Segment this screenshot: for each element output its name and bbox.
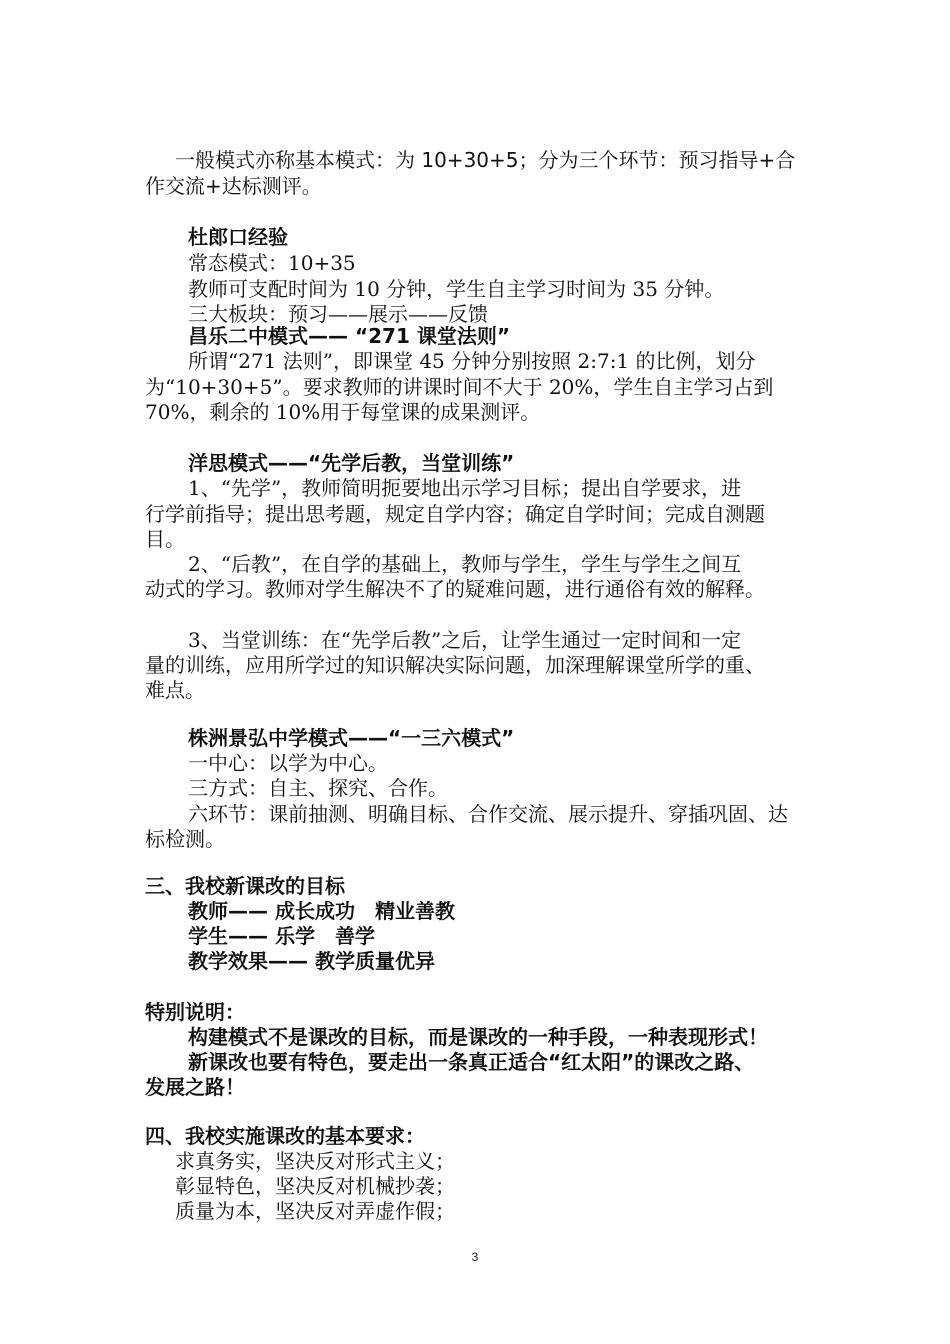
- text-line: 为“10+30+5”。要求教师的讲课时间不大于 20%，学生自主学习占到: [145, 375, 774, 399]
- text-line: 三大板块：预习——展示——反馈: [188, 302, 488, 326]
- section-heading: 洋思模式——“先学后教，当堂训练”: [188, 451, 515, 475]
- text-line: 三方式：自主、探究、合作。: [188, 776, 448, 800]
- text-line: 行学前指导；提出思考题，规定自学内容；确定自学时间；完成自测题: [145, 502, 765, 526]
- text-line: 1、“先学”，教师简明扼要地出示学习目标；提出自学要求，进: [188, 476, 742, 500]
- text-line: 70%，剩余的 10%用于每堂课的成果测评。: [145, 400, 541, 424]
- text-line: 教师可支配时间为 10 分钟，学生自主学习时间为 35 分钟。: [188, 277, 725, 301]
- text-line: 目。: [145, 527, 185, 551]
- text-line: 彰显特色，坚决反对机械抄袭；: [175, 1174, 455, 1198]
- text-line: 所谓“271 法则”，即课堂 45 分钟分别按照 2:7:1 的比例，划分: [188, 349, 756, 373]
- section-heading: 株洲景弘中学模式——“一三六模式”: [188, 726, 515, 750]
- text-line: 3、当堂训练：在“先学后教”之后，让学生通过一定时间和一定: [188, 628, 742, 652]
- text-line: 常态模式：10+35: [188, 251, 356, 275]
- goal-line: 教师—— 成长成功 精业善教: [188, 899, 455, 923]
- text-line: 六环节：课前抽测、明确目标、合作交流、展示提升、穿插巩固、达: [188, 802, 788, 826]
- text-line: 求真务实，坚决反对形式主义；: [175, 1149, 455, 1173]
- note-line: 构建模式不是课改的目标，而是课改的一种手段，一种表现形式！: [188, 1025, 768, 1049]
- text-line: 作交流+达标测评。: [145, 174, 322, 198]
- goal-line: 教学效果—— 教学质量优异: [188, 949, 435, 973]
- section-heading: 四、我校实施课改的基本要求：: [145, 1124, 425, 1148]
- text-line: 质量为本，坚决反对弄虚作假；: [175, 1199, 455, 1223]
- text-line: 一中心：以学为中心。: [188, 751, 388, 775]
- note-line: 发展之路！: [145, 1075, 245, 1099]
- note-line: 新课改也要有特色，要走出一条真正适合“红太阳”的课改之路、: [188, 1050, 755, 1074]
- section-heading: 昌乐二中模式—— “271 课堂法则”: [188, 324, 510, 348]
- page-number: 3: [471, 1250, 479, 1264]
- text-line: 动式的学习。教师对学生解决不了的疑难问题，进行通俗有效的解释。: [145, 577, 765, 601]
- goal-line: 学生—— 乐学 善学: [188, 924, 375, 948]
- section-heading: 杜郎口经验: [188, 225, 288, 249]
- section-heading: 三、我校新课改的目标: [145, 874, 345, 898]
- text-line: 量的训练，应用所学过的知识解决实际问题，加深理解课堂所学的重、: [145, 653, 765, 677]
- text-line: 2、“后教”，在自学的基础上，教师与学生，学生与学生之间互: [188, 552, 742, 576]
- text-line: 难点。: [145, 678, 205, 702]
- text-line: 一般模式亦称基本模式：为 10+30+5；分为三个环节：预习指导+合: [175, 148, 796, 172]
- section-heading: 特别说明：: [145, 1000, 245, 1024]
- text-line: 标检测。: [145, 827, 225, 851]
